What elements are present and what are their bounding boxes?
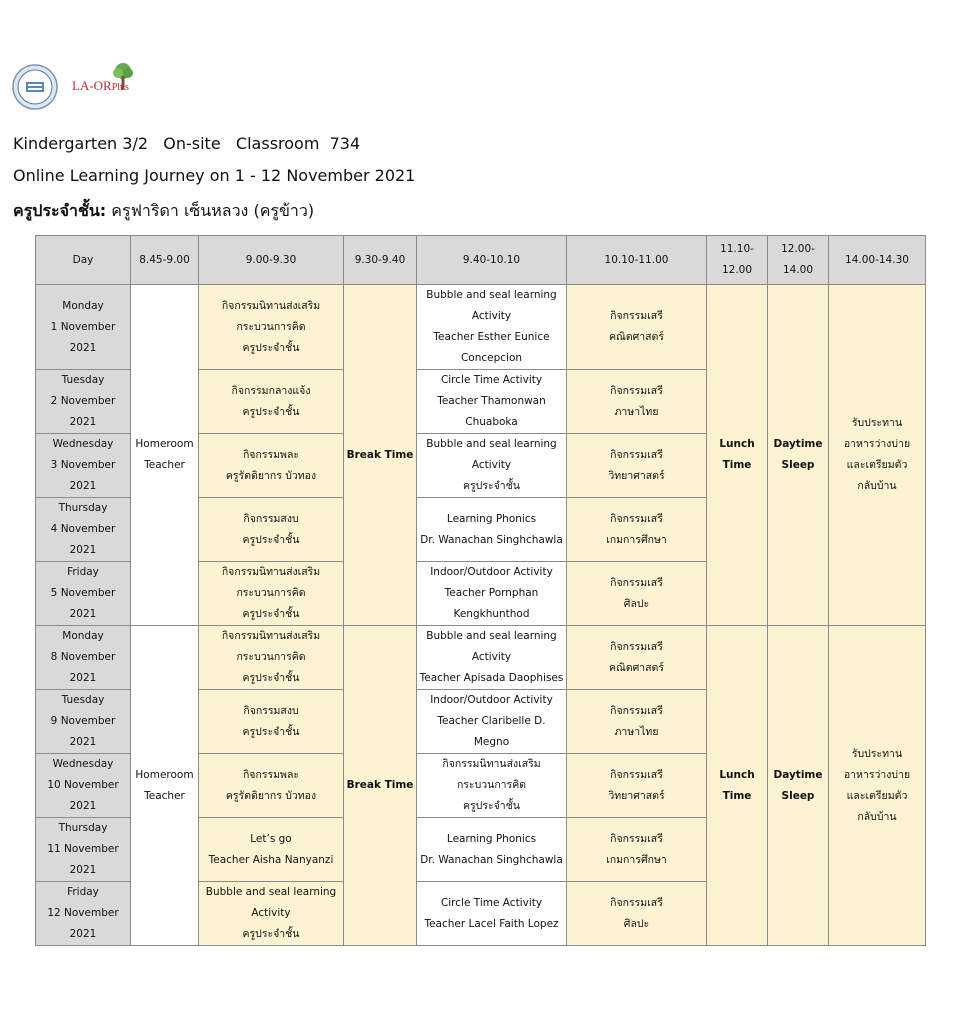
- column-header: 9.40-10.10: [417, 236, 567, 285]
- la-or-plus-text: LA-ORPlus: [72, 78, 129, 93]
- activity-0940-cell: Indoor/Outdoor Activity Teacher Claribelle D. Megno: [417, 690, 567, 754]
- activity-1010-cell: กิจกรรมเสรี คณิตศาสตร์: [567, 285, 707, 370]
- activity-0940-cell: Indoor/Outdoor Activity Teacher Pornphan Kengkhunthod: [417, 562, 567, 626]
- column-header: Day: [36, 236, 131, 285]
- journey-title: Online Learning Journey on 1 - 12 November 2021: [13, 166, 416, 185]
- activity-1010-cell: กิจกรรมเสรี คณิตศาสตร์: [567, 626, 707, 690]
- day-cell: Thursday 11 November 2021: [36, 818, 131, 882]
- day-cell: Tuesday 2 November 2021: [36, 370, 131, 434]
- afternoon-snack-cell: รับประทาน อาหารว่างบ่าย และเตรียมตัว กลับบ้าน: [829, 285, 926, 626]
- daytime-sleep-cell: Daytime Sleep: [768, 626, 829, 946]
- lunch-time-cell: Lunch Time: [707, 285, 768, 626]
- activity-0900-cell: กิจกรรมกลางแจ้ง ครูประจำชั้น: [199, 370, 344, 434]
- activity-1010-cell: กิจกรรมเสรี เกมการศึกษา: [567, 818, 707, 882]
- activity-0900-cell: กิจกรรมสงบ ครูประจำชั้น: [199, 690, 344, 754]
- activity-1010-cell: กิจกรรมเสรี วิทยาศาสตร์: [567, 434, 707, 498]
- day-cell: Monday 1 November 2021: [36, 285, 131, 370]
- activity-0900-cell: กิจกรรมนิทานส่งเสริม กระบวนการคิด ครูประจำชั้น: [199, 626, 344, 690]
- column-header: 12.00- 14.00: [768, 236, 829, 285]
- activity-0900-cell: กิจกรรมนิทานส่งเสริม กระบวนการคิด ครูประจำชั้น: [199, 562, 344, 626]
- column-header: 14.00-14.30: [829, 236, 926, 285]
- activity-0940-cell: Circle Time Activity Teacher Lacel Faith Lopez: [417, 882, 567, 946]
- column-header: 8.45-9.00: [131, 236, 199, 285]
- column-header: 9.30-9.40: [344, 236, 417, 285]
- homeroom-cell: Homeroom Teacher: [131, 626, 199, 946]
- table-row: [36, 285, 926, 370]
- activity-0940-cell: กิจกรรมนิทานส่งเสริม กระบวนการคิด ครูประจำชั้น: [417, 754, 567, 818]
- column-header: 9.00-9.30: [199, 236, 344, 285]
- activity-0940-cell: Bubble and seal learning Activity Teacher Apisada Daophises: [417, 626, 567, 690]
- break-time-cell: Break Time: [344, 626, 417, 946]
- lunch-time-cell: Lunch Time: [707, 626, 768, 946]
- teacher-label: ครูประจำชั้น:: [13, 201, 107, 220]
- break-time-cell: Break Time: [344, 285, 417, 626]
- la-or-plus-logo: [72, 62, 162, 102]
- activity-1010-cell: กิจกรรมเสรี ภาษาไทย: [567, 690, 707, 754]
- day-cell: Wednesday 10 November 2021: [36, 754, 131, 818]
- activity-0900-cell: กิจกรรมสงบ ครูประจำชั้น: [199, 498, 344, 562]
- schedule-body: [36, 285, 926, 946]
- daytime-sleep-cell: Daytime Sleep: [768, 285, 829, 626]
- afternoon-snack-cell: รับประทาน อาหารว่างบ่าย และเตรียมตัว กลับบ้าน: [829, 626, 926, 946]
- day-cell: Friday 5 November 2021: [36, 562, 131, 626]
- school-seal-logo: [12, 64, 58, 110]
- activity-1010-cell: กิจกรรมเสรี ศิลปะ: [567, 882, 707, 946]
- activity-0900-cell: กิจกรรมพละ ครูรัตติยากร บัวทอง: [199, 434, 344, 498]
- activity-1010-cell: กิจกรรมเสรี เกมการศึกษา: [567, 498, 707, 562]
- activity-1010-cell: กิจกรรมเสรี ศิลปะ: [567, 562, 707, 626]
- activity-0940-cell: Bubble and seal learning Activity ครูประจำชั้น: [417, 434, 567, 498]
- day-cell: Monday 8 November 2021: [36, 626, 131, 690]
- activity-0900-cell: Let’s go Teacher Aisha Nanyanzi: [199, 818, 344, 882]
- schedule-table: [35, 235, 926, 946]
- activity-0900-cell: กิจกรรมนิทานส่งเสริม กระบวนการคิด ครูประจำชั้น: [199, 285, 344, 370]
- activity-1010-cell: กิจกรรมเสรี วิทยาศาสตร์: [567, 754, 707, 818]
- header-row: [36, 236, 926, 285]
- activity-0940-cell: Learning Phonics Dr. Wanachan Singhchawla: [417, 498, 567, 562]
- day-cell: Wednesday 3 November 2021: [36, 434, 131, 498]
- day-cell: Thursday 4 November 2021: [36, 498, 131, 562]
- activity-0900-cell: Bubble and seal learning Activity ครูประจำชั้น: [199, 882, 344, 946]
- activity-0940-cell: Learning Phonics Dr. Wanachan Singhchawla: [417, 818, 567, 882]
- activity-0900-cell: กิจกรรมพละ ครูรัตติยากร บัวทอง: [199, 754, 344, 818]
- homeroom-teacher-line: [13, 199, 314, 224]
- class-title: Kindergarten 3/2 On-site Classroom 734: [13, 134, 361, 153]
- activity-0940-cell: Bubble and seal learning Activity Teacher Esther Eunice Concepcion: [417, 285, 567, 370]
- teacher-name: ครูฟาริดา เซ็นหลวง (ครูข้าว): [106, 201, 315, 220]
- column-header: 10.10-11.00: [567, 236, 707, 285]
- homeroom-cell: Homeroom Teacher: [131, 285, 199, 626]
- day-cell: Tuesday 9 November 2021: [36, 690, 131, 754]
- logo-row: [12, 60, 212, 110]
- day-cell: Friday 12 November 2021: [36, 882, 131, 946]
- column-header: 11.10- 12.00: [707, 236, 768, 285]
- activity-1010-cell: กิจกรรมเสรี ภาษาไทย: [567, 370, 707, 434]
- table-row: [36, 626, 926, 690]
- activity-0940-cell: Circle Time Activity Teacher Thamonwan Chuaboka: [417, 370, 567, 434]
